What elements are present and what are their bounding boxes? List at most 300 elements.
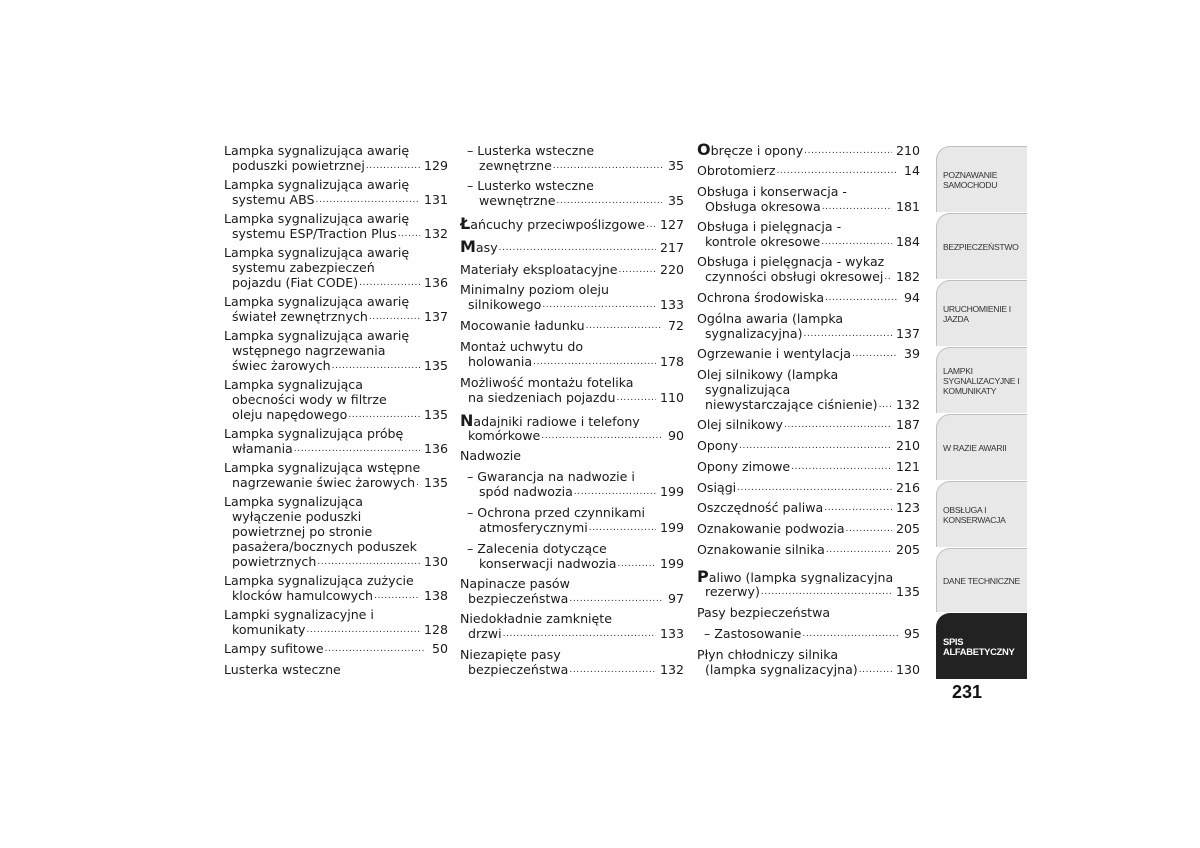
dot-leader (804, 145, 892, 158)
section-tab[interactable] (936, 347, 1027, 413)
index-entry-text (232, 441, 293, 456)
index-entry-term: systemu ABS (232, 192, 315, 207)
page-reference[interactable]: 128 (423, 622, 448, 637)
index-entry-line (697, 459, 920, 474)
index-entry-line (460, 626, 684, 641)
index-entry-text (224, 143, 409, 158)
page-reference[interactable]: 72 (667, 318, 684, 333)
index-entry-term: powietrznych (232, 554, 317, 569)
index-entry-term: Obsługa i pielęgnacja - (697, 219, 842, 234)
page-reference[interactable]: 184 (895, 234, 920, 249)
index-entry-text (468, 662, 568, 677)
dot-leader (317, 556, 420, 569)
index-entry-line (224, 607, 448, 622)
index-entry-text (224, 641, 324, 656)
index-entry-text (460, 262, 617, 277)
index-entry-line (697, 438, 920, 453)
index-entry-term: Oznakowanie silnika (697, 542, 825, 557)
index-entry-text (460, 375, 634, 390)
index-entry-line (697, 584, 920, 599)
dot-leader (804, 328, 892, 341)
page-reference[interactable]: 181 (895, 199, 920, 214)
index-entry-term: Niezapięte pasy (460, 647, 561, 662)
index-entry-text (697, 480, 736, 495)
section-tab[interactable] (936, 213, 1027, 279)
index-entry-text (467, 505, 645, 520)
index-entry-text (232, 524, 372, 539)
index-entry-term: komunikaty (232, 622, 306, 637)
page-reference[interactable]: 50 (431, 641, 448, 656)
index-entry-term: Lampka sygnalizująca próbę (224, 426, 404, 441)
index-entry (460, 217, 684, 232)
index-entry (224, 245, 448, 290)
index-entry-line (697, 662, 920, 677)
page-reference[interactable]: 220 (659, 262, 684, 277)
index-entry-line (697, 382, 920, 397)
page-reference[interactable]: 133 (659, 626, 684, 641)
dot-leader (316, 194, 420, 207)
section-tab-label (943, 576, 1020, 586)
index-entry-term: – Zastosowanie (704, 626, 802, 641)
index-entry-term: bezpieczeństwa (468, 591, 569, 606)
index-entry-line (224, 539, 448, 554)
index-entry-term: na siedzeniach pojazdu (468, 390, 616, 405)
index-entry-line (697, 311, 920, 326)
section-tab-label (943, 505, 1006, 525)
index-entry-term: asy (475, 240, 498, 255)
index-entry-term: czynności obsługi okresowej (705, 269, 884, 284)
index-entry-text (224, 573, 414, 588)
page-reference[interactable]: 136 (423, 441, 448, 456)
page-number: 231 (952, 682, 983, 702)
index-entry-line (697, 163, 920, 178)
index-entry-text (460, 576, 570, 591)
index-entry-line (224, 377, 448, 392)
section-tab[interactable] (936, 280, 1027, 346)
page-reference[interactable]: 130 (895, 662, 920, 677)
index-entry-line (460, 469, 684, 484)
page-reference[interactable]: 210 (895, 143, 920, 158)
index-entry-text (224, 607, 374, 622)
index-entry-text (460, 217, 645, 232)
index-entry-text (697, 459, 790, 474)
index-entry-line (460, 282, 684, 297)
index-entry-term: Lampka sygnalizująca wstępne (224, 460, 421, 475)
page-reference[interactable]: 132 (423, 226, 448, 241)
index-entry-line (460, 647, 684, 662)
index-entry-line (460, 662, 684, 677)
index-entry-text (224, 377, 363, 392)
index-entry-term: – Ochrona przed czynnikami (467, 505, 645, 520)
section-tab-label-line: URUCHOMIENIE I (943, 303, 1011, 314)
dot-leader (416, 477, 420, 490)
index-entry-line (224, 588, 448, 603)
index-entry-term: Lampka sygnalizująca (224, 377, 363, 392)
index-entry-term: Obsługa i konserwacja - (697, 184, 847, 199)
index-entry-line (460, 143, 684, 158)
index-entry-term: powietrznej po stronie (232, 524, 373, 539)
page-reference[interactable]: 123 (895, 500, 920, 515)
dot-leader (616, 392, 655, 405)
index-entry-line (697, 143, 920, 158)
page-reference[interactable]: 217 (659, 240, 684, 255)
page-reference[interactable]: 187 (895, 417, 920, 432)
section-tab-label-line: W RAZIE AWARII (943, 442, 1007, 453)
index-entry-text (697, 254, 884, 269)
index-entry-term: Lampka sygnalizująca awarię (224, 143, 410, 158)
page-reference[interactable]: 35 (667, 158, 684, 173)
index-entry-line (460, 240, 684, 255)
index-entry-line (224, 343, 448, 358)
page-reference[interactable]: 135 (423, 407, 448, 422)
dot-leader (822, 201, 892, 214)
index-entry-line (460, 178, 684, 193)
dot-leader (348, 409, 420, 422)
section-tab[interactable] (936, 548, 1027, 612)
index-entry-text (224, 211, 409, 226)
index-entry-text (697, 143, 803, 158)
dot-leader (306, 624, 419, 637)
index-entry-line (460, 318, 684, 333)
index-entry-line (224, 441, 448, 456)
index-entry-line (224, 358, 448, 373)
index-entry-term: atmosferycznymi (479, 520, 588, 535)
index-entry-line (224, 641, 448, 656)
page-reference[interactable]: 216 (895, 480, 920, 495)
index-entry-term: pasażera/bocznych poduszek (232, 539, 417, 554)
index-entry (224, 294, 448, 324)
index-entry-term: Ogrzewanie i wentylacja (697, 346, 851, 361)
dot-leader (618, 558, 656, 571)
index-entry-term: Minimalny poziom oleju (460, 282, 609, 297)
page-reference[interactable]: 182 (895, 269, 920, 284)
page-reference[interactable]: 137 (423, 309, 448, 324)
index-entry-text (468, 626, 502, 641)
index-entry-term: Opony zimowe (697, 459, 791, 474)
page-reference[interactable]: 138 (423, 588, 448, 603)
index-entry-term: Niedokładnie zamknięte (460, 611, 612, 626)
index-entry (460, 318, 684, 333)
index-entry-text (460, 611, 612, 626)
index-entry-line (224, 226, 448, 241)
index-entry (697, 346, 920, 361)
index-entry-text (705, 397, 878, 412)
section-tab-label-line: OBSŁUGA I (943, 504, 987, 515)
index-entry-text (232, 475, 415, 490)
index-entry-text (705, 662, 858, 677)
index-entry-line (224, 494, 448, 509)
index-entry-text (232, 407, 347, 422)
page-reference[interactable]: 94 (903, 290, 920, 305)
index-entry-line (224, 460, 448, 475)
page-reference[interactable]: 95 (903, 626, 920, 641)
index-entry-line (224, 275, 448, 290)
dot-leader (553, 160, 662, 173)
page-reference[interactable]: 110 (659, 390, 684, 405)
index-entry-term: Lampy sufitowe (224, 641, 324, 656)
index-entry-text (460, 448, 521, 463)
index-entry-line (224, 177, 448, 192)
index-entry (224, 460, 448, 490)
dot-leader (499, 242, 656, 255)
dot-leader (737, 482, 892, 495)
index-entry (224, 494, 448, 569)
page-reference[interactable]: 35 (667, 193, 684, 208)
index-entry-term: – Gwarancja na nadwozie i (467, 469, 635, 484)
index-entry (697, 626, 920, 641)
page-reference[interactable]: 14 (903, 163, 920, 178)
index-entry-term: Lampki sygnalizacyjne i (224, 607, 374, 622)
page-reference[interactable]: 131 (423, 192, 448, 207)
index-entry-text (697, 647, 838, 662)
index-entry-term: poduszki powietrznej (232, 158, 365, 173)
section-tab-label-line: ALFABETYCZNY (943, 645, 1015, 657)
index-entry-term: Ochrona środowiska (697, 290, 825, 305)
index-entry-text (224, 177, 409, 192)
index-entry-term: świec żarowych (232, 358, 331, 373)
index-entry-term: systemu zabezpieczeń (232, 260, 375, 275)
index-entry-term: Płyn chłodniczy silnika (697, 647, 839, 662)
index-entry (224, 211, 448, 241)
dot-leader (618, 264, 655, 277)
section-tab-label (943, 443, 1006, 453)
index-entry-text (705, 234, 820, 249)
page-reference[interactable]: 178 (659, 354, 684, 369)
index-entry-term: pojazdu (Fiat CODE) (232, 275, 359, 290)
dot-leader (332, 360, 420, 373)
page-reference[interactable]: 39 (903, 346, 920, 361)
index-entry-term: Obrotomierz (697, 163, 776, 178)
index-entry (224, 143, 448, 173)
dot-leader (569, 593, 662, 606)
page-reference[interactable]: 199 (659, 556, 684, 571)
index-entry (224, 426, 448, 456)
index-entry-term: Mocowanie ładunku (460, 318, 585, 333)
index-entry-term: holowania (468, 354, 533, 369)
page-reference[interactable]: 137 (895, 326, 920, 341)
index-entry-text (697, 500, 823, 515)
index-entry-term: – Lusterka wsteczne (467, 143, 595, 158)
section-tab[interactable] (936, 146, 1027, 212)
index-entry (460, 611, 684, 641)
section-tab[interactable] (936, 414, 1027, 480)
index-entry-text (705, 269, 883, 284)
index-entry-line (697, 254, 920, 269)
index-entry-text (467, 178, 594, 193)
index-entry-line (697, 346, 920, 361)
index-entry (697, 438, 920, 453)
index-entry-text (232, 392, 387, 407)
section-tab-label-line: POZNAWANIE (943, 169, 998, 180)
index-entry-line (697, 269, 920, 284)
page-reference[interactable]: 127 (659, 217, 684, 232)
page-reference[interactable]: 132 (659, 662, 684, 677)
index-entry-term: nagrzewanie świec żarowych (232, 475, 416, 490)
index-entry-term: niewystarczające ciśnienie) (705, 397, 878, 412)
section-tab-label (943, 242, 1019, 252)
page-reference[interactable]: 136 (423, 275, 448, 290)
index-entry-text (697, 367, 838, 382)
index-entry-line (697, 219, 920, 234)
index-entry (460, 178, 684, 208)
index-entry-text (467, 469, 635, 484)
page-reference[interactable]: 130 (423, 554, 448, 569)
index-entry-text (232, 260, 375, 275)
page-reference[interactable]: 133 (659, 297, 684, 312)
page-reference[interactable]: 132 (895, 397, 920, 412)
index-entry-line (460, 428, 684, 443)
dot-leader (776, 165, 898, 178)
index-initial-letter: O (697, 143, 711, 158)
index-entry-term: Oznakowanie podwozia (697, 521, 845, 536)
index-entry-line (697, 397, 920, 412)
dot-leader (646, 219, 656, 232)
page-reference[interactable]: 205 (895, 521, 920, 536)
page-reference[interactable]: 199 (659, 520, 684, 535)
index-entry-line (224, 158, 448, 173)
index-entry-line (460, 576, 684, 591)
index-entry-text (467, 143, 594, 158)
index-entry (697, 254, 920, 284)
dot-leader (802, 628, 898, 641)
page-reference[interactable]: 121 (895, 459, 920, 474)
index-entry-term: Opony (697, 438, 739, 453)
index-entry-term: Lampka sygnalizująca awarię (224, 177, 410, 192)
index-entry-text (479, 484, 573, 499)
dot-leader (359, 277, 420, 290)
page-reference[interactable]: 205 (895, 542, 920, 557)
index-entry-text (224, 294, 409, 309)
index-entry-term: – Lusterko wsteczne (467, 178, 594, 193)
dot-leader (542, 299, 656, 312)
index-entry-line (460, 520, 684, 535)
section-tab-label (943, 170, 997, 190)
section-tab[interactable] (936, 481, 1027, 547)
index-entry-term: konserwacji nadwozia (479, 556, 617, 571)
index-entry-term: Montaż uchwytu do (460, 339, 584, 354)
index-entry-line (460, 375, 684, 390)
index-entry-text (460, 318, 585, 333)
section-tab-label (943, 304, 1011, 324)
index-entry (460, 375, 684, 405)
index-entry-term: (lampka sygnalizacyjna) (705, 662, 858, 677)
dot-leader (398, 228, 420, 241)
index-entry-term: włamania (232, 441, 293, 456)
section-tab-label-line: KOMUNIKATY (943, 385, 997, 396)
page-reference[interactable]: 90 (667, 428, 684, 443)
index-entry-term: Możliwość montażu fotelika (460, 375, 634, 390)
index-entry-term: Lampka sygnalizująca (224, 494, 363, 509)
index-entry-text (697, 290, 824, 305)
index-entry-term: Lampka sygnalizująca awarię (224, 211, 410, 226)
page-reference[interactable]: 97 (667, 591, 684, 606)
section-tab-label (943, 637, 1014, 657)
dot-leader (374, 590, 420, 603)
page-reference[interactable]: 199 (659, 484, 684, 499)
index-entry (460, 240, 684, 255)
section-tab-label-line: LAMPKI (943, 365, 973, 376)
index-entry-line (697, 199, 920, 214)
index-entry-term: systemu ESP/Traction Plus (232, 226, 397, 241)
index-entry-term: wstępnego nagrzewania (232, 343, 386, 358)
index-initial-letter: Ł (460, 217, 471, 232)
index-entry-line (697, 542, 920, 557)
index-entry (697, 605, 920, 620)
index-entry-term: Napinacze pasów (460, 576, 570, 591)
index-entry (460, 576, 684, 606)
index-entry-term: Lampka sygnalizująca awarię (224, 328, 410, 343)
index-entry-text (232, 226, 397, 241)
index-entry (460, 647, 684, 677)
index-entry-line (460, 611, 684, 626)
index-entry-line (460, 556, 684, 571)
index-entry-text (232, 275, 358, 290)
index-entry-line (224, 524, 448, 539)
index-entry-term: Olej silnikowy (697, 417, 784, 432)
index-entry (697, 367, 920, 412)
index-entry-line (224, 475, 448, 490)
page-reference[interactable]: 129 (423, 158, 448, 173)
dot-leader (503, 628, 656, 641)
dot-leader (574, 486, 656, 499)
dot-leader (533, 356, 656, 369)
dot-leader (589, 522, 656, 535)
page-reference[interactable]: 210 (895, 438, 920, 453)
index-entry-line (697, 184, 920, 199)
index-entry-text (224, 328, 409, 343)
index-entry-text (697, 521, 845, 536)
index-entry (224, 377, 448, 422)
section-tab[interactable] (936, 613, 1027, 679)
index-entry-line (460, 390, 684, 405)
index-entry-line (460, 297, 684, 312)
index-entry (697, 542, 920, 557)
page-reference[interactable]: 135 (895, 584, 920, 599)
index-entry-term: spód nadwozia (479, 484, 573, 499)
index-entry-text (697, 219, 841, 234)
dot-leader (859, 664, 892, 677)
index-entry-text (479, 556, 617, 571)
page-reference[interactable]: 135 (423, 358, 448, 373)
index-entry-text (468, 390, 615, 405)
index-entry (224, 328, 448, 373)
index-entry-term: sygnalizująca (705, 382, 791, 397)
index-entry-text (697, 542, 825, 557)
dot-leader (791, 461, 892, 474)
section-tab-label-line: KONSERWACJA (943, 514, 1006, 525)
dot-leader (824, 502, 892, 515)
index-entry-text (479, 520, 588, 535)
dot-leader (825, 292, 898, 305)
index-entry-term: kontrole okresowe (705, 234, 821, 249)
dot-leader (846, 523, 892, 536)
index-entry (697, 647, 920, 677)
index-entry-line (460, 505, 684, 520)
index-entry-line (224, 245, 448, 260)
index-entry-line (224, 294, 448, 309)
index-entry-line (224, 309, 448, 324)
index-entry-term: rezerwy) (705, 584, 760, 599)
index-entry-term: Obsługa i pielęgnacja - wykaz (697, 254, 885, 269)
index-entry-text (468, 591, 568, 606)
index-entry-text (705, 326, 803, 341)
section-tab-label-line: SYGNALIZACYJNE I (943, 375, 1020, 386)
page-reference[interactable]: 135 (423, 475, 448, 490)
dot-leader (739, 440, 892, 453)
index-entry-text (697, 346, 851, 361)
index-entry-line (697, 326, 920, 341)
index-entry-text (479, 158, 552, 173)
